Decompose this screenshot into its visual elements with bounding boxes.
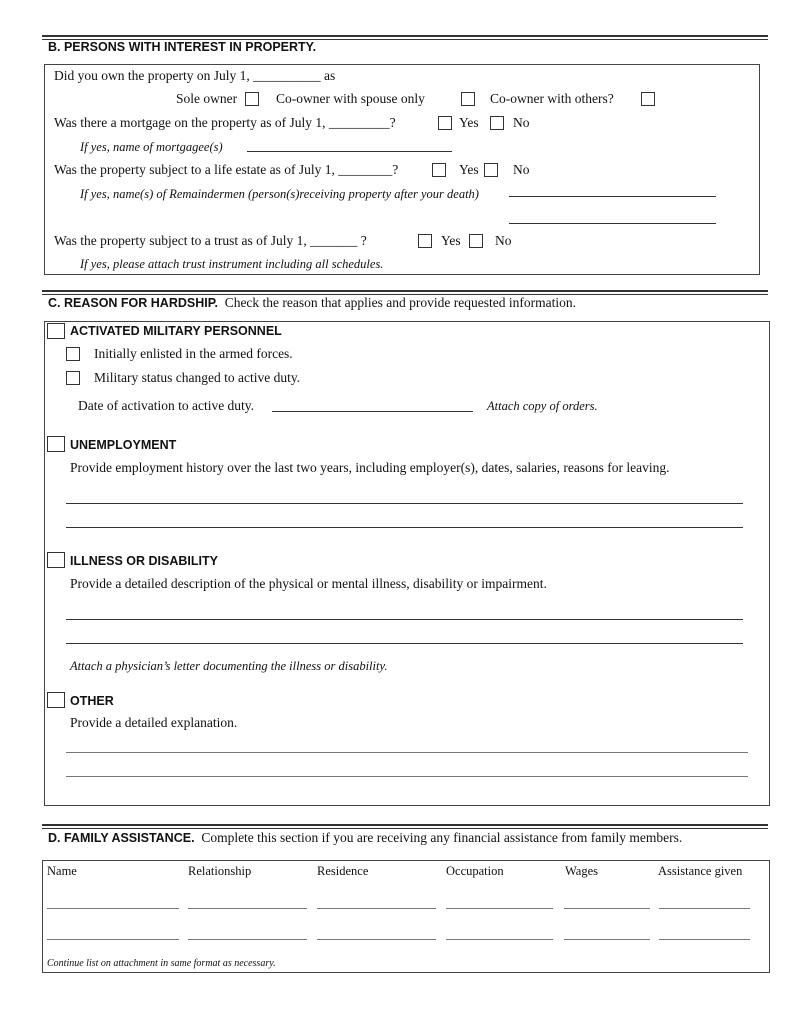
- mortgage-yes-label: Yes: [459, 115, 479, 130]
- unemployment-input-line-2[interactable]: [66, 527, 743, 528]
- section-d-heading: D. FAMILY ASSISTANCE.: [48, 831, 195, 845]
- life-estate-yes-label: Yes: [459, 162, 479, 177]
- other-prompt: Provide a detailed explanation.: [70, 715, 238, 730]
- life-estate-question: Was the property subject to a life estate as of July 1, ________?: [54, 162, 399, 177]
- row2-assistance-line[interactable]: [659, 939, 750, 940]
- mortgage-no-checkbox[interactable]: [490, 116, 504, 130]
- column-header-assistance: Assistance given: [658, 864, 743, 878]
- active-duty-label: Military status changed to active duty.: [94, 370, 301, 385]
- row1-occupation-line[interactable]: [446, 908, 553, 909]
- column-header-name: Name: [47, 864, 77, 878]
- unemployment-checkbox[interactable]: [47, 436, 65, 452]
- trust-no-checkbox[interactable]: [469, 234, 483, 248]
- life-estate-yes-checkbox[interactable]: [432, 163, 446, 177]
- trust-note: If yes, please attach trust instrument including all schedules.: [80, 257, 384, 271]
- mortgagee-input-line[interactable]: [247, 151, 452, 152]
- other-title: OTHER: [70, 694, 114, 708]
- co-owner-spouse-label: Co-owner with spouse only: [276, 91, 425, 106]
- row2-name-line[interactable]: [47, 939, 179, 940]
- section-c-heading: C. REASON FOR HARDSHIP.: [48, 296, 218, 310]
- section-c-header: [48, 294, 576, 312]
- own-question: Did you own the property on July 1, __________ as: [54, 68, 336, 83]
- row1-assistance-line[interactable]: [659, 908, 750, 909]
- row1-residence-line[interactable]: [317, 908, 436, 909]
- trust-no-label: No: [495, 233, 512, 248]
- mortgage-yes-checkbox[interactable]: [438, 116, 452, 130]
- life-estate-no-checkbox[interactable]: [484, 163, 498, 177]
- unemployment-input-line[interactable]: [66, 503, 743, 504]
- section-c-instruction: Check the reason that applies and provide requested information.: [224, 295, 576, 310]
- trust-yes-checkbox[interactable]: [418, 234, 432, 248]
- unemployment-prompt: Provide employment history over the last two years, including employer(s), dates, salaries, reasons for leaving.: [70, 460, 670, 475]
- other-input-line-2[interactable]: [66, 776, 748, 777]
- illness-input-line-2[interactable]: [66, 643, 743, 644]
- enlisted-label: Initially enlisted in the armed forces.: [94, 346, 293, 361]
- illness-title: ILLNESS OR DISABILITY: [70, 554, 218, 568]
- row1-relationship-line[interactable]: [188, 908, 307, 909]
- illness-input-line[interactable]: [66, 619, 743, 620]
- mortgage-question: Was there a mortgage on the property as of July 1, _________?: [54, 115, 396, 130]
- row1-name-line[interactable]: [47, 908, 179, 909]
- military-title: ACTIVATED MILITARY PERSONNEL: [70, 324, 282, 338]
- unemployment-title: UNEMPLOYMENT: [70, 438, 177, 452]
- row2-residence-line[interactable]: [317, 939, 436, 940]
- other-input-line[interactable]: [66, 752, 748, 753]
- activation-date-input-line[interactable]: [272, 411, 473, 412]
- remaindermen-input-line[interactable]: [509, 196, 716, 197]
- life-estate-no-label: No: [513, 162, 530, 177]
- row2-wages-line[interactable]: [564, 939, 650, 940]
- trust-question: Was the property subject to a trust as of July 1, _______ ?: [54, 233, 367, 248]
- column-header-residence: Residence: [317, 864, 369, 878]
- co-owner-spouse-checkbox[interactable]: [461, 92, 475, 106]
- column-header-occupation: Occupation: [446, 864, 504, 878]
- other-checkbox[interactable]: [47, 692, 65, 708]
- row2-relationship-line[interactable]: [188, 939, 307, 940]
- mortgagee-prompt: If yes, name of mortgagee(s): [80, 140, 223, 154]
- section-d-instruction: Complete this section if you are receiving any financial assistance from family members.: [201, 830, 683, 845]
- trust-yes-label: Yes: [441, 233, 461, 248]
- row1-wages-line[interactable]: [564, 908, 650, 909]
- co-owner-others-checkbox[interactable]: [641, 92, 655, 106]
- remaindermen-input-line-2[interactable]: [509, 223, 716, 224]
- sole-owner-checkbox[interactable]: [245, 92, 259, 106]
- column-header-relationship: Relationship: [188, 864, 252, 878]
- column-header-wages: Wages: [565, 864, 599, 878]
- orders-note: Attach copy of orders.: [487, 399, 598, 413]
- remaindermen-prompt: If yes, name(s) of Remaindermen (person(s)receiving property after your death): [80, 187, 479, 201]
- physician-letter-note: Attach a physician’s letter documenting the illness or disability.: [70, 659, 388, 673]
- active-duty-checkbox[interactable]: [66, 371, 80, 385]
- row2-occupation-line[interactable]: [446, 939, 553, 940]
- mortgage-no-label: No: [513, 115, 530, 130]
- illness-prompt: Provide a detailed description of the physical or mental illness, disability or impairment.: [70, 576, 547, 591]
- activation-date-prompt: Date of activation to active duty.: [78, 398, 255, 413]
- section-d-header: [48, 829, 682, 847]
- continuation-note: Continue list on attachment in same format as necessary.: [47, 958, 276, 969]
- sole-owner-label: Sole owner: [176, 91, 238, 106]
- military-checkbox[interactable]: [47, 323, 65, 339]
- section-b-heading: B. PERSONS WITH INTEREST IN PROPERTY.: [48, 40, 317, 54]
- illness-checkbox[interactable]: [47, 552, 65, 568]
- enlisted-checkbox[interactable]: [66, 347, 80, 361]
- co-owner-others-label: Co-owner with others?: [490, 91, 614, 106]
